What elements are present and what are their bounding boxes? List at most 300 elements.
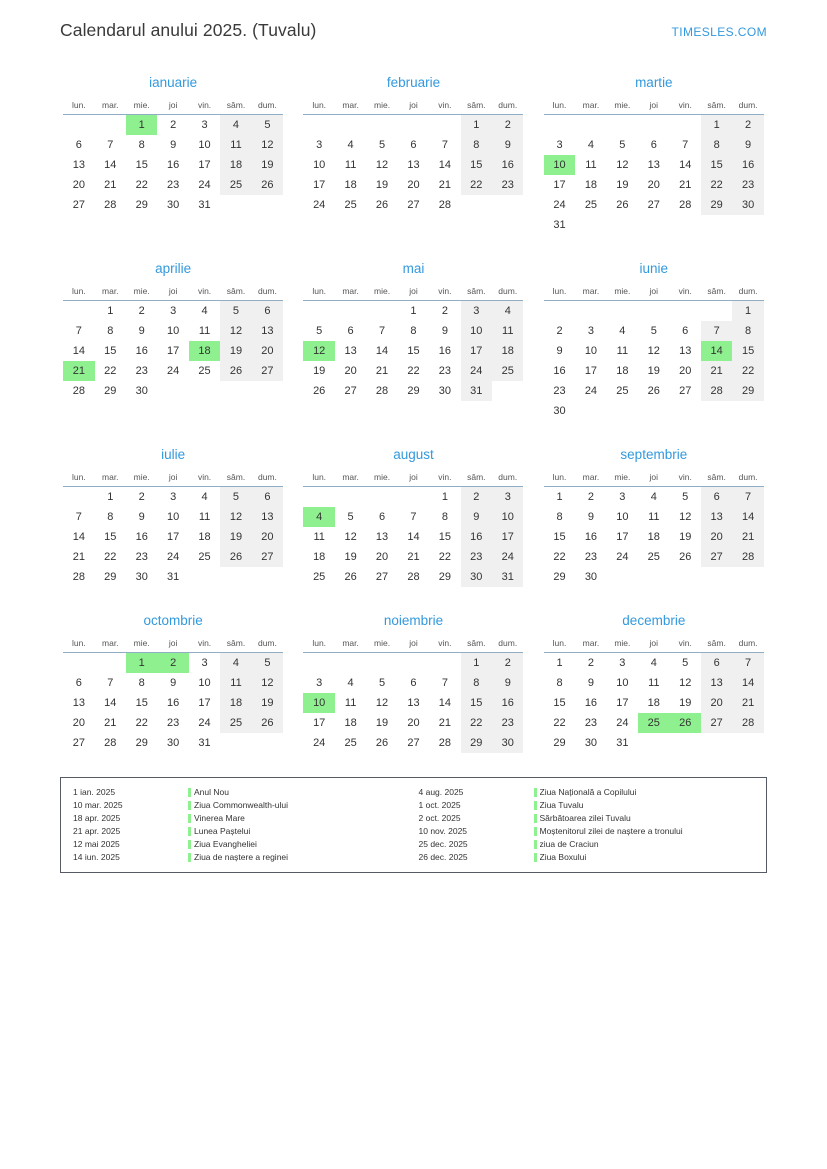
day-cell[interactable]: 24 <box>198 179 211 191</box>
day-cell-weekend[interactable]: 19 <box>220 341 251 361</box>
day-cell[interactable]: 8 <box>107 325 114 337</box>
day-cell[interactable]: 13 <box>375 531 389 543</box>
day-cell[interactable]: 30 <box>135 385 148 397</box>
day-cell-weekend[interactable]: 29 <box>461 733 492 753</box>
day-cell-weekend[interactable]: 9 <box>492 673 523 693</box>
day-cell-weekend[interactable]: 25 <box>220 713 251 733</box>
day-cell-weekend[interactable]: 4 <box>220 115 251 136</box>
day-cell[interactable]: 23 <box>584 717 598 729</box>
day-cell[interactable]: 6 <box>75 677 82 689</box>
day-cell[interactable]: 30 <box>167 737 180 749</box>
day-cell[interactable]: 7 <box>441 677 448 689</box>
day-cell[interactable]: 14 <box>679 159 692 171</box>
day-cell[interactable]: 15 <box>104 531 117 543</box>
day-cell[interactable]: 18 <box>584 179 598 191</box>
day-cell[interactable]: 13 <box>679 345 692 357</box>
day-cell[interactable]: 4 <box>201 305 208 317</box>
day-cell-weekend[interactable]: 13 <box>701 507 732 527</box>
day-cell[interactable]: 17 <box>584 365 598 377</box>
day-cell[interactable]: 9 <box>138 325 145 337</box>
day-cell[interactable]: 27 <box>375 571 389 583</box>
day-cell[interactable]: 1 <box>410 305 417 317</box>
day-cell-weekend[interactable]: 30 <box>461 567 492 587</box>
day-cell-weekend[interactable]: 23 <box>492 713 523 733</box>
day-cell-holiday[interactable]: 10 <box>544 155 575 175</box>
day-cell[interactable]: 8 <box>410 325 417 337</box>
day-cell[interactable]: 21 <box>438 179 451 191</box>
day-cell-holiday[interactable]: 26 <box>670 713 701 733</box>
day-cell-weekend[interactable]: 5 <box>252 115 283 136</box>
day-cell[interactable]: 15 <box>407 345 420 357</box>
day-cell-weekend[interactable]: 16 <box>492 155 523 175</box>
day-cell[interactable]: 25 <box>584 199 598 211</box>
day-cell[interactable]: 14 <box>104 697 117 709</box>
day-cell-holiday[interactable]: 18 <box>189 341 220 361</box>
day-cell[interactable]: 21 <box>679 179 692 191</box>
day-cell[interactable]: 26 <box>647 385 660 397</box>
day-cell[interactable]: 2 <box>441 305 448 317</box>
day-cell[interactable]: 22 <box>438 551 451 563</box>
day-cell[interactable]: 8 <box>107 511 114 523</box>
day-cell[interactable]: 3 <box>619 657 626 669</box>
day-cell-weekend[interactable]: 16 <box>461 527 492 547</box>
day-cell[interactable]: 26 <box>679 551 692 563</box>
day-cell-weekend[interactable]: 26 <box>220 547 251 567</box>
day-cell-weekend[interactable]: 20 <box>252 341 283 361</box>
day-cell-holiday[interactable]: 10 <box>303 693 334 713</box>
day-cell-weekend[interactable]: 19 <box>252 693 283 713</box>
day-cell[interactable]: 15 <box>553 531 566 543</box>
day-cell[interactable]: 18 <box>344 179 357 191</box>
day-cell-weekend[interactable]: 19 <box>220 527 251 547</box>
day-cell[interactable]: 18 <box>313 551 326 563</box>
day-cell-weekend[interactable]: 5 <box>220 301 251 322</box>
day-cell[interactable]: 20 <box>407 717 420 729</box>
day-cell-weekend[interactable]: 12 <box>252 673 283 693</box>
day-cell[interactable]: 1 <box>107 305 114 317</box>
day-cell[interactable]: 19 <box>647 365 660 377</box>
day-cell-weekend[interactable]: 1 <box>732 301 763 322</box>
day-cell[interactable]: 23 <box>135 365 148 377</box>
day-cell-weekend[interactable]: 29 <box>701 195 732 215</box>
day-cell[interactable]: 29 <box>135 199 148 211</box>
day-cell-weekend[interactable]: 7 <box>701 321 732 341</box>
day-cell[interactable]: 18 <box>647 531 660 543</box>
day-cell[interactable]: 7 <box>75 325 82 337</box>
day-cell[interactable]: 20 <box>647 179 660 191</box>
day-cell[interactable]: 8 <box>441 511 448 523</box>
day-cell[interactable]: 5 <box>378 139 386 151</box>
day-cell[interactable]: 14 <box>72 345 85 357</box>
day-cell[interactable]: 11 <box>198 325 211 337</box>
day-cell-weekend[interactable]: 16 <box>732 155 763 175</box>
day-cell[interactable]: 11 <box>198 511 211 523</box>
day-cell[interactable]: 4 <box>619 325 626 337</box>
day-cell-weekend[interactable]: 18 <box>220 155 251 175</box>
day-cell[interactable]: 17 <box>616 531 629 543</box>
day-cell-weekend[interactable]: 6 <box>252 301 283 322</box>
day-cell-weekend[interactable]: 16 <box>492 693 523 713</box>
day-cell[interactable]: 9 <box>587 677 594 689</box>
day-cell[interactable]: 2 <box>170 119 177 131</box>
day-cell[interactable]: 5 <box>650 325 657 337</box>
day-cell-weekend[interactable]: 25 <box>220 175 251 195</box>
day-cell[interactable]: 25 <box>198 365 211 377</box>
day-cell-weekend[interactable]: 30 <box>732 195 763 215</box>
day-cell[interactable]: 9 <box>587 511 594 523</box>
day-cell[interactable]: 31 <box>167 571 180 583</box>
day-cell-weekend[interactable]: 28 <box>701 381 732 401</box>
day-cell[interactable]: 31 <box>616 737 629 749</box>
day-cell[interactable]: 24 <box>167 551 180 563</box>
day-cell[interactable]: 13 <box>407 697 420 709</box>
day-cell[interactable]: 7 <box>107 677 114 689</box>
day-cell[interactable]: 22 <box>135 717 148 729</box>
day-cell[interactable]: 14 <box>438 697 451 709</box>
day-cell[interactable]: 1 <box>107 491 114 503</box>
day-cell[interactable]: 8 <box>556 511 563 523</box>
day-cell-weekend[interactable]: 20 <box>701 527 732 547</box>
day-cell[interactable]: 7 <box>682 139 689 151</box>
day-cell-weekend[interactable]: 23 <box>492 175 523 195</box>
day-cell-weekend[interactable]: 23 <box>461 547 492 567</box>
day-cell[interactable]: 28 <box>438 737 451 749</box>
day-cell-holiday[interactable]: 4 <box>303 507 334 527</box>
day-cell[interactable]: 6 <box>682 325 689 337</box>
day-cell[interactable]: 11 <box>344 159 357 171</box>
day-cell[interactable]: 31 <box>198 199 211 211</box>
day-cell[interactable]: 21 <box>104 179 117 191</box>
day-cell[interactable]: 13 <box>72 697 85 709</box>
day-cell[interactable]: 4 <box>347 677 354 689</box>
day-cell-weekend[interactable]: 17 <box>492 527 523 547</box>
day-cell[interactable]: 5 <box>682 657 689 669</box>
day-cell-weekend[interactable]: 11 <box>492 321 523 341</box>
day-cell[interactable]: 24 <box>313 737 326 749</box>
day-cell[interactable]: 7 <box>107 139 114 151</box>
day-cell[interactable]: 29 <box>104 385 117 397</box>
day-cell[interactable]: 28 <box>438 199 451 211</box>
day-cell[interactable]: 10 <box>167 325 180 337</box>
day-cell-weekend[interactable]: 18 <box>492 341 523 361</box>
day-cell-weekend[interactable]: 8 <box>461 673 492 693</box>
day-cell[interactable]: 21 <box>72 551 85 563</box>
day-cell[interactable]: 16 <box>438 345 451 357</box>
day-cell[interactable]: 7 <box>441 139 448 151</box>
day-cell-weekend[interactable]: 6 <box>701 487 732 508</box>
day-cell[interactable]: 4 <box>650 657 657 669</box>
day-cell[interactable]: 12 <box>679 677 692 689</box>
day-cell[interactable]: 26 <box>616 199 629 211</box>
day-cell[interactable]: 12 <box>616 159 629 171</box>
day-cell[interactable]: 18 <box>344 717 357 729</box>
day-cell-weekend[interactable]: 5 <box>252 653 283 674</box>
day-cell[interactable]: 6 <box>650 139 657 151</box>
day-cell[interactable]: 12 <box>375 697 389 709</box>
day-cell[interactable]: 20 <box>375 551 389 563</box>
day-cell-weekend[interactable]: 21 <box>732 693 763 713</box>
day-cell-holiday[interactable]: 1 <box>126 653 157 674</box>
day-cell-holiday[interactable]: 1 <box>126 115 157 136</box>
day-cell[interactable]: 10 <box>616 677 629 689</box>
day-cell[interactable]: 9 <box>556 345 563 357</box>
day-cell[interactable]: 13 <box>72 159 85 171</box>
day-cell[interactable]: 23 <box>135 551 148 563</box>
day-cell-holiday[interactable]: 21 <box>63 361 94 381</box>
day-cell[interactable]: 24 <box>313 199 326 211</box>
day-cell[interactable]: 14 <box>438 159 451 171</box>
day-cell[interactable]: 24 <box>167 365 180 377</box>
day-cell-weekend[interactable]: 9 <box>461 507 492 527</box>
day-cell[interactable]: 7 <box>410 511 417 523</box>
day-cell-weekend[interactable]: 22 <box>701 175 732 195</box>
day-cell-weekend[interactable]: 12 <box>220 321 251 341</box>
day-cell-weekend[interactable]: 26 <box>252 175 283 195</box>
day-cell[interactable]: 5 <box>682 491 689 503</box>
day-cell-weekend[interactable]: 20 <box>701 693 732 713</box>
day-cell[interactable]: 13 <box>647 159 660 171</box>
day-cell[interactable]: 18 <box>198 531 211 543</box>
day-cell[interactable]: 16 <box>553 365 566 377</box>
day-cell[interactable]: 9 <box>138 511 145 523</box>
day-cell[interactable]: 22 <box>553 717 566 729</box>
day-cell[interactable]: 3 <box>556 139 563 151</box>
day-cell[interactable]: 30 <box>584 737 598 749</box>
day-cell[interactable]: 22 <box>104 365 117 377</box>
day-cell-weekend[interactable]: 28 <box>732 713 763 733</box>
day-cell[interactable]: 5 <box>619 139 626 151</box>
day-cell[interactable]: 10 <box>198 677 211 689</box>
day-cell-weekend[interactable]: 22 <box>461 713 492 733</box>
day-cell[interactable]: 29 <box>135 737 148 749</box>
day-cell[interactable]: 15 <box>135 697 148 709</box>
day-cell[interactable]: 17 <box>198 159 211 171</box>
day-cell[interactable]: 2 <box>587 657 594 669</box>
day-cell[interactable]: 10 <box>616 511 629 523</box>
day-cell[interactable]: 23 <box>167 717 180 729</box>
day-cell-weekend[interactable]: 12 <box>252 135 283 155</box>
day-cell-weekend[interactable]: 21 <box>701 361 732 381</box>
day-cell-weekend[interactable]: 13 <box>701 673 732 693</box>
day-cell[interactable]: 24 <box>616 717 629 729</box>
day-cell-weekend[interactable]: 18 <box>220 693 251 713</box>
day-cell-weekend[interactable]: 14 <box>732 673 763 693</box>
day-cell[interactable]: 25 <box>344 737 357 749</box>
day-cell[interactable]: 27 <box>344 385 357 397</box>
day-cell[interactable]: 17 <box>198 697 211 709</box>
day-cell-weekend[interactable]: 17 <box>461 341 492 361</box>
day-cell[interactable]: 19 <box>679 531 692 543</box>
day-cell-weekend[interactable]: 15 <box>701 155 732 175</box>
day-cell[interactable]: 27 <box>679 385 692 397</box>
day-cell[interactable]: 28 <box>72 571 85 583</box>
day-cell[interactable]: 6 <box>410 139 417 151</box>
day-cell[interactable]: 22 <box>407 365 420 377</box>
day-cell[interactable]: 27 <box>647 199 660 211</box>
day-cell[interactable]: 6 <box>410 677 417 689</box>
day-cell-weekend[interactable]: 6 <box>252 487 283 508</box>
day-cell-weekend[interactable]: 19 <box>252 155 283 175</box>
day-cell[interactable]: 16 <box>135 531 148 543</box>
day-cell-weekend[interactable]: 25 <box>492 361 523 381</box>
day-cell[interactable]: 10 <box>584 345 598 357</box>
day-cell-weekend[interactable]: 24 <box>461 361 492 381</box>
day-cell[interactable]: 26 <box>375 199 389 211</box>
day-cell[interactable]: 19 <box>616 179 629 191</box>
day-cell-weekend[interactable]: 2 <box>461 487 492 508</box>
day-cell-weekend[interactable]: 4 <box>492 301 523 322</box>
day-cell[interactable]: 16 <box>167 697 180 709</box>
day-cell[interactable]: 13 <box>407 159 420 171</box>
day-cell-weekend[interactable]: 2 <box>492 653 523 674</box>
day-cell[interactable]: 21 <box>438 717 451 729</box>
day-cell-weekend[interactable]: 15 <box>461 693 492 713</box>
day-cell-weekend[interactable]: 15 <box>461 155 492 175</box>
day-cell[interactable]: 11 <box>585 159 597 171</box>
day-cell[interactable]: 2 <box>138 305 145 317</box>
day-cell[interactable]: 19 <box>679 697 692 709</box>
day-cell[interactable]: 1 <box>556 657 563 669</box>
day-cell[interactable]: 25 <box>198 551 211 563</box>
day-cell[interactable]: 21 <box>375 365 389 377</box>
day-cell-weekend[interactable]: 7 <box>732 487 763 508</box>
day-cell[interactable]: 20 <box>679 365 692 377</box>
day-cell-weekend[interactable]: 5 <box>220 487 251 508</box>
day-cell-holiday[interactable]: 2 <box>157 653 188 674</box>
day-cell[interactable]: 21 <box>407 551 420 563</box>
day-cell-weekend[interactable]: 26 <box>220 361 251 381</box>
day-cell[interactable]: 27 <box>72 199 85 211</box>
day-cell[interactable]: 23 <box>584 551 598 563</box>
day-cell-weekend[interactable]: 22 <box>461 175 492 195</box>
brand-link[interactable]: TIMESLES.COM <box>671 25 767 39</box>
day-cell[interactable]: 29 <box>553 737 566 749</box>
day-cell[interactable]: 28 <box>104 737 117 749</box>
day-cell-weekend[interactable]: 20 <box>252 527 283 547</box>
day-cell[interactable]: 12 <box>344 531 357 543</box>
day-cell[interactable]: 28 <box>679 199 692 211</box>
day-cell[interactable]: 20 <box>72 717 85 729</box>
day-cell[interactable]: 23 <box>438 365 451 377</box>
day-cell-weekend[interactable]: 4 <box>220 653 251 674</box>
day-cell-weekend[interactable]: 27 <box>252 547 283 567</box>
day-cell[interactable]: 6 <box>378 511 386 523</box>
day-cell[interactable]: 20 <box>72 179 85 191</box>
day-cell-holiday[interactable]: 12 <box>303 341 334 361</box>
day-cell[interactable]: 21 <box>104 717 117 729</box>
day-cell-weekend[interactable]: 2 <box>732 115 763 136</box>
day-cell[interactable]: 20 <box>407 179 420 191</box>
day-cell[interactable]: 9 <box>441 325 448 337</box>
day-cell[interactable]: 1 <box>556 491 563 503</box>
day-cell[interactable]: 15 <box>553 697 566 709</box>
day-cell[interactable]: 11 <box>648 511 660 523</box>
day-cell[interactable]: 22 <box>553 551 566 563</box>
day-cell[interactable]: 3 <box>619 491 626 503</box>
day-cell[interactable]: 16 <box>584 697 598 709</box>
day-cell[interactable]: 7 <box>75 511 82 523</box>
day-cell[interactable]: 15 <box>104 345 117 357</box>
day-cell[interactable]: 19 <box>313 365 326 377</box>
day-cell[interactable]: 30 <box>584 571 598 583</box>
day-cell[interactable]: 3 <box>201 657 208 669</box>
day-cell[interactable]: 14 <box>104 159 117 171</box>
day-cell-weekend[interactable]: 3 <box>461 301 492 322</box>
day-cell[interactable]: 7 <box>378 325 386 337</box>
day-cell[interactable]: 12 <box>679 511 692 523</box>
day-cell-weekend[interactable]: 14 <box>732 507 763 527</box>
day-cell[interactable]: 19 <box>375 179 389 191</box>
day-cell[interactable]: 2 <box>138 491 145 503</box>
day-cell-weekend[interactable]: 3 <box>492 487 523 508</box>
day-cell[interactable]: 17 <box>167 531 180 543</box>
day-cell[interactable]: 30 <box>438 385 451 397</box>
day-cell-weekend[interactable]: 26 <box>252 713 283 733</box>
day-cell[interactable]: 16 <box>584 531 598 543</box>
day-cell-weekend[interactable]: 10 <box>492 507 523 527</box>
day-cell[interactable]: 28 <box>104 199 117 211</box>
day-cell[interactable]: 5 <box>316 325 323 337</box>
day-cell-weekend[interactable]: 1 <box>461 653 492 674</box>
day-cell[interactable]: 19 <box>375 717 389 729</box>
day-cell[interactable]: 24 <box>198 717 211 729</box>
day-cell-weekend[interactable]: 11 <box>220 135 251 155</box>
day-cell[interactable]: 28 <box>407 571 420 583</box>
day-cell[interactable]: 3 <box>316 677 323 689</box>
day-cell[interactable]: 10 <box>313 159 326 171</box>
day-cell-weekend[interactable]: 27 <box>252 361 283 381</box>
day-cell[interactable]: 25 <box>344 199 357 211</box>
day-cell[interactable]: 23 <box>553 385 566 397</box>
day-cell-weekend[interactable]: 8 <box>461 135 492 155</box>
day-cell[interactable]: 11 <box>344 697 357 709</box>
day-cell[interactable]: 1 <box>441 491 448 503</box>
day-cell-weekend[interactable]: 9 <box>732 135 763 155</box>
day-cell-holiday[interactable]: 14 <box>701 341 732 361</box>
day-cell-weekend[interactable]: 13 <box>252 507 283 527</box>
day-cell[interactable]: 17 <box>616 697 629 709</box>
day-cell[interactable]: 24 <box>584 385 598 397</box>
day-cell[interactable]: 28 <box>72 385 85 397</box>
day-cell-weekend[interactable]: 9 <box>492 135 523 155</box>
day-cell[interactable]: 29 <box>407 385 420 397</box>
day-cell[interactable]: 30 <box>167 199 180 211</box>
day-cell-weekend[interactable]: 31 <box>492 567 523 587</box>
day-cell[interactable]: 17 <box>313 717 326 729</box>
day-cell[interactable]: 9 <box>170 139 177 151</box>
day-cell-holiday[interactable]: 25 <box>638 713 669 733</box>
day-cell[interactable]: 23 <box>167 179 180 191</box>
day-cell[interactable]: 31 <box>553 219 566 231</box>
day-cell-weekend[interactable]: 30 <box>492 733 523 753</box>
day-cell-weekend[interactable]: 6 <box>701 653 732 674</box>
day-cell[interactable]: 4 <box>587 139 594 151</box>
day-cell[interactable]: 25 <box>313 571 326 583</box>
day-cell-weekend[interactable]: 1 <box>461 115 492 136</box>
day-cell[interactable]: 29 <box>553 571 566 583</box>
day-cell[interactable]: 27 <box>407 199 420 211</box>
day-cell[interactable]: 18 <box>647 697 660 709</box>
day-cell[interactable]: 15 <box>438 531 451 543</box>
day-cell[interactable]: 14 <box>407 531 420 543</box>
day-cell[interactable]: 26 <box>375 737 389 749</box>
day-cell-weekend[interactable]: 11 <box>220 673 251 693</box>
day-cell[interactable]: 27 <box>72 737 85 749</box>
day-cell[interactable]: 16 <box>167 159 180 171</box>
day-cell[interactable]: 30 <box>553 405 566 417</box>
day-cell[interactable]: 14 <box>375 345 389 357</box>
day-cell[interactable]: 16 <box>135 345 148 357</box>
